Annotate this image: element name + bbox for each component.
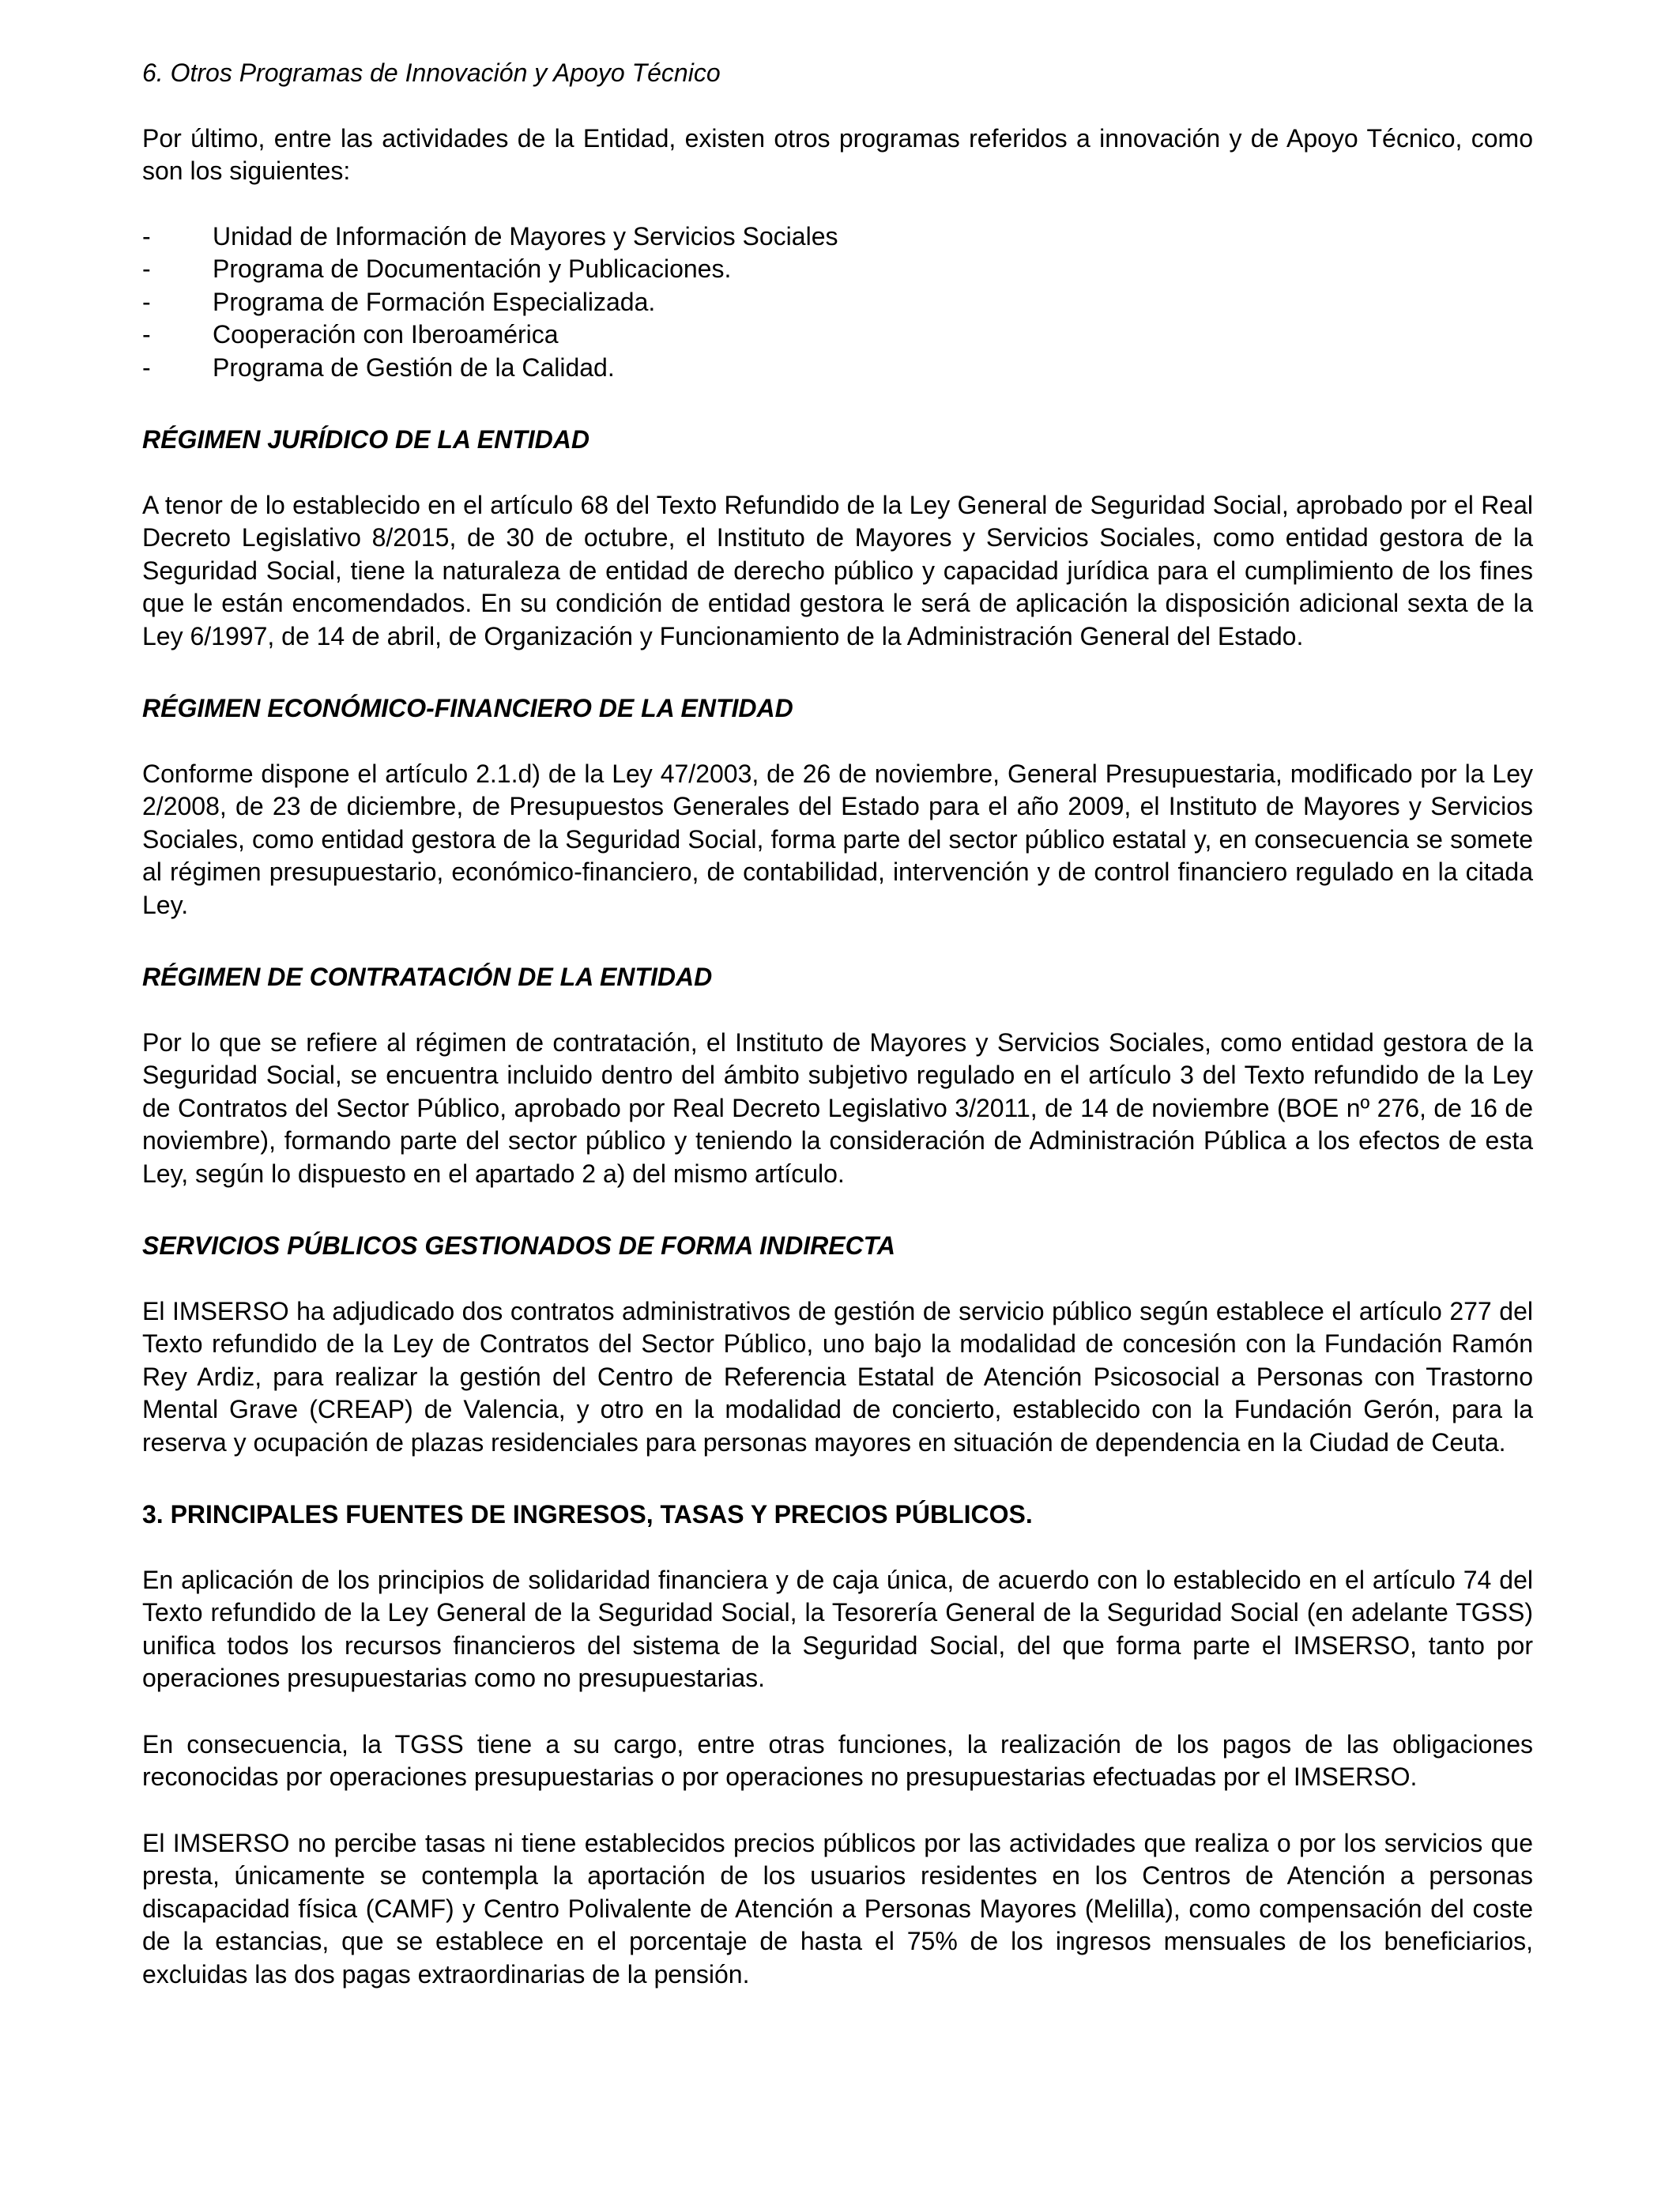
document-page	[142, 57, 1533, 1991]
fuentes-ingresos-paragraph-1: En aplicación de los principios de solidaridad financiera y de caja única, de acuerdo con lo establecido en el artículo 74 del Texto refundido de la Ley General de la Seguridad Social, la Tesorería General de la Seguridad Social (en adelante TGSS) unifica todos los recursos financieros del sistema de la Seguridad Social, del que forma parte el IMSERSO, tanto por operaciones presupuestarias como no presupuestarias.	[142, 1565, 1533, 1692]
regimen-contratacion-heading: RÉGIMEN DE CONTRATACIÓN DE LA ENTIDAD	[142, 963, 713, 991]
list-item-text: Programa de Documentación y Publicaciones.	[213, 254, 732, 283]
regimen-economico-paragraph: Conforme dispone el artículo 2.1.d) de la Ley 47/2003, de 26 de noviembre, General Presupuestaria, modificado por la Ley 2/2008, de 23 de diciembre, de Presupuestos Generales del Estado para el año 2009, el Instituto de Mayores y Servicios Sociales, como entidad gestora de la Seguridad Social, forma parte del sector público estatal y, en consecuencia se somete al régimen presupuestario, económico-financiero, de contabilidad, intervención y de control financiero regulado en la citada Ley.	[142, 759, 1533, 919]
list-item	[142, 319, 1533, 352]
list-item	[142, 221, 1533, 254]
fuentes-ingresos-paragraph-2: En consecuencia, la TGSS tiene a su cargo, entre otras funciones, la realización de los pagos de las obligaciones reconocidas por operaciones presupuestarias o por operaciones no presupuestarias efectuadas por el IMSERSO.	[142, 1729, 1533, 1791]
bullet-dash: -	[142, 320, 151, 349]
bullet-dash: -	[142, 352, 151, 382]
list-item	[142, 253, 1533, 286]
bullet-dash: -	[142, 221, 151, 251]
programs-intro-paragraph: Por último, entre las actividades de la Entidad, existen otros programas referidos a innovación y de Apoyo Técnico, como son los siguientes:	[142, 123, 1533, 185]
regimen-economico-heading: RÉGIMEN ECONÓMICO-FINANCIERO DE LA ENTIDAD	[142, 694, 793, 722]
servicios-publicos-heading: SERVICIOS PÚBLICOS GESTIONADOS DE FORMA INDIRECTA	[142, 1231, 895, 1260]
list-item-text: Programa de Gestión de la Calidad.	[213, 352, 615, 382]
regimen-contratacion-paragraph: Por lo que se refiere al régimen de contratación, el Instituto de Mayores y Servicios Sociales, como entidad gestora de la Seguridad Social, se encuentra incluido dentro del ámbito subjetivo regulado en el artículo 3 del Texto refundido de la Ley de Contratos del Sector Público, aprobado por Real Decreto Legislativo 3/2011, de 14 de noviembre (BOE nº 276, de 16 de noviembre), formando parte del sector público y teniendo la consideración de Administración Pública a los efectos de esta Ley, según lo dispuesto en el apartado 2 a) del mismo artículo.	[142, 1027, 1533, 1188]
list-item-text: Cooperación con Iberoamérica	[213, 320, 559, 349]
list-item-text: Unidad de Información de Mayores y Servicios Sociales	[213, 221, 838, 251]
fuentes-ingresos-paragraph-3: El IMSERSO no percibe tasas ni tiene establecidos precios públicos por las actividades que realiza o por los servicios que presta, únicamente se contempla la aportación de los usuarios residentes en los Centros de Atención a personas discapacidad física (CAMF) y Centro Polivalente de Atención a Personas Mayores (Melilla), como compensación del coste de la estancias, que se establece en el porcentaje de hasta el 75% de los ingresos mensuales de los beneficiarios, excluidas las dos pagas extraordinarias de la pensión.	[142, 1828, 1533, 1989]
regimen-juridico-heading: RÉGIMEN JURÍDICO DE LA ENTIDAD	[142, 425, 590, 454]
programs-list	[142, 221, 1533, 385]
fuentes-ingresos-heading: 3. PRINCIPALES FUENTES DE INGRESOS, TASAS Y PRECIOS PÚBLICOS.	[142, 1500, 1033, 1529]
bullet-dash: -	[142, 254, 151, 283]
servicios-publicos-paragraph: El IMSERSO ha adjudicado dos contratos administrativos de gestión de servicio público según establece el artículo 277 del Texto refundido de la Ley de Contratos del Sector Público, uno bajo la modalidad de concesión con la Fundación Ramón Rey Ardiz, para realizar la gestión del Centro de Referencia Estatal de Atención Psicosocial a Personas con Trastorno Mental Grave (CREAP) de Valencia, y otro en la modalidad de concierto, establecido con la Fundación Gerón, para la reserva y ocupación de plazas residenciales para personas mayores en situación de dependencia en la Ciudad de Ceuta.	[142, 1296, 1533, 1457]
list-item-text: Programa de Formación Especializada.	[213, 287, 656, 316]
list-item	[142, 352, 1533, 385]
list-item	[142, 286, 1533, 319]
programs-section-title: 6. Otros Programas de Innovación y Apoyo Técnico	[142, 58, 721, 87]
bullet-dash: -	[142, 287, 151, 316]
regimen-juridico-paragraph: A tenor de lo establecido en el artículo 68 del Texto Refundido de la Ley General de Seguridad Social, aprobado por el Real Decreto Legislativo 8/2015, de 30 de octubre, el Instituto de Mayores y Servicios Sociales, como entidad gestora de la Seguridad Social, tiene la naturaleza de entidad de derecho público y capacidad jurídica para el cumplimiento de los fines que le están encomendados. En su condición de entidad gestora le será de aplicación la disposición adicional sexta de la Ley 6/1997, de 14 de abril, de Organización y Funcionamiento de la Administración General del Estado.	[142, 490, 1533, 650]
